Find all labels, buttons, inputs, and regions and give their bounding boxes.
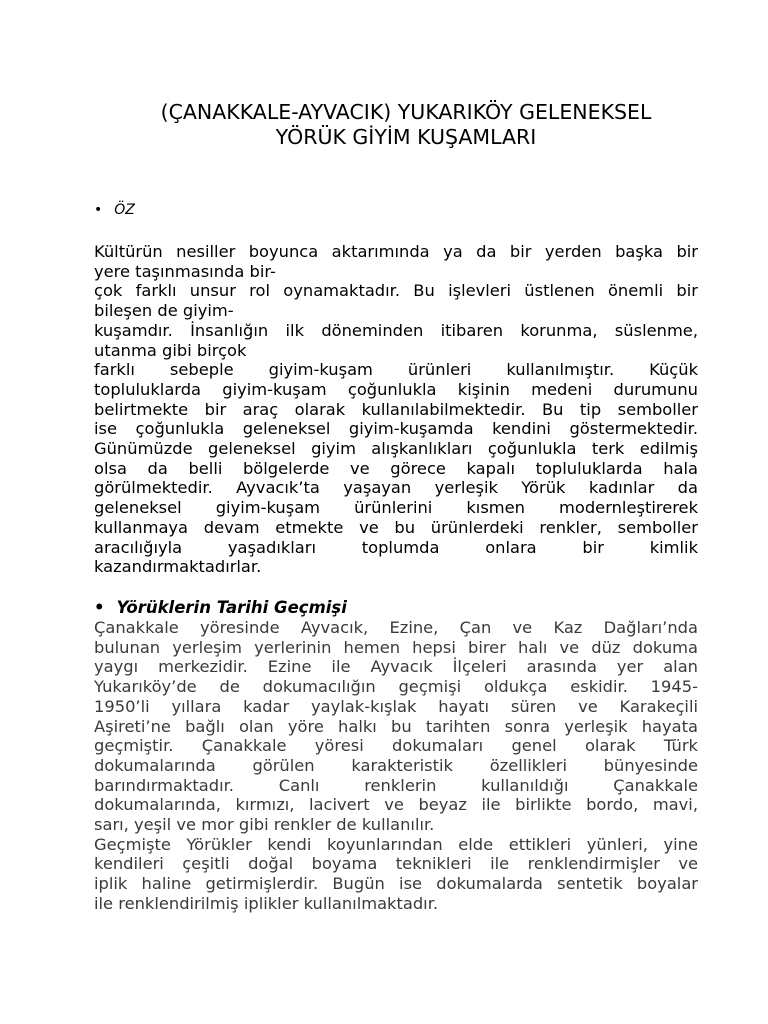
title-line-2: YÖRÜK GİYİM KUŞAMLARI [275, 125, 537, 149]
text-line: barındırmaktadır. Canlı renklerin kullanıldığı Çanakkale [94, 775, 698, 795]
text-line: ile renklendirilmiş iplikler kullanılmaktadır. [94, 893, 439, 913]
text-line: sarı, yeşil ve mor gibi renkler de kullanılır. [94, 815, 435, 835]
text-line: geçmiştir. Çanakkale yöresi dokumaları genel olarak Türk [94, 736, 698, 756]
text-line: yaygı merkezidir. Ezine ile Ayvacık İlçeleri arasında yer alan [94, 657, 698, 677]
text-line: çok farklı unsur rol oynamaktadır. Bu işlevleri üstlenen önemli bir [94, 281, 698, 301]
bullet-icon: • [94, 202, 103, 218]
text-line: farklı sebeple giyim-kuşam ürünleri kullanılmıştır. Küçük [94, 360, 698, 380]
text-line: dokumalarında, kırmızı, lacivert ve beyaz ile birlikte bordo, mavi, [94, 795, 698, 815]
text-line: belirtmekte bir araç olarak kullanılabilmektedir. Bu tip semboller [94, 399, 698, 419]
text-line: Geçmişte Yörükler kendi koyunlarından elde ettikleri yünleri, yine [94, 834, 698, 854]
abstract-label: ÖZ [114, 202, 135, 218]
text-line: görülmektedir. Ayvacık’ta yaşayan yerleşik Yörük kadınlar da [94, 478, 698, 498]
text-line: olsa da belli bölgelerde ve görece kapalı topluluklarda hala [94, 458, 698, 478]
text-line: ise çoğunlukla geleneksel giyim-kuşamda kendini göstermektedir. [94, 419, 698, 439]
abstract-heading [94, 202, 135, 218]
text-line: Çanakkale yöresinde Ayvacık, Ezine, Çan ve Kaz Dağları’nda [94, 618, 698, 637]
text-line: yere taşınmasında bir- [94, 261, 276, 281]
section-heading-text: Yörüklerin Tarihi Geçmişi [116, 598, 347, 617]
text-line: aracılığıyla yaşadıkları toplumda onlara bir kimlik [94, 537, 698, 557]
text-line: Aşireti’ne bağlı olan yöre halkı bu tarihten sonra yerleşik hayata [94, 716, 698, 736]
text-line: Yukarıköy’de de dokumacılığın geçmişi oldukça eskidir. 1945- [94, 677, 698, 697]
text-line: topluluklarda giyim-kuşam çoğunlukla kişinin medeni durumunu [94, 379, 698, 399]
text-line: 1950’li yıllara kadar yaylak-kışlak hayatı süren ve Karakeçili [94, 696, 698, 716]
text-line: Kültürün nesiller boyunca aktarımında ya da bir yerden başka bir [94, 242, 698, 261]
text-line: dokumalarında görülen karakteristik özellikleri bünyesinde [94, 755, 698, 775]
text-line: bulunan yerleşim yerlerinin hemen hepsi birer halı ve düz dokuma [94, 637, 698, 657]
text-line: iplik haline getirmişlerdir. Bugün ise dokumalarda sentetik boyalar [94, 874, 698, 894]
text-line: kullanmaya devam etmekte ve bu ürünlerdeki renkler, semboller [94, 517, 698, 537]
abstract-paragraph [94, 242, 698, 577]
text-line: utanma gibi birçok [94, 340, 247, 360]
text-line: geleneksel giyim-kuşam ürünlerini kısmen modernleştirerek [94, 498, 698, 518]
text-line: kuşamdır. İnsanlığın ilk döneminden itibaren korunma, süslenme, [94, 320, 698, 340]
section-heading [94, 598, 347, 617]
text-line: Günümüzde geleneksel giyim alışkanlıkları çoğunlukla terk edilmiş [94, 439, 698, 459]
text-line: kazandırmaktadırlar. [94, 557, 262, 577]
bullet-icon: • [94, 598, 105, 617]
text-line: bileşen de giyim- [94, 301, 234, 321]
history-paragraph [94, 618, 698, 914]
title-line-1: (ÇANAKKALE-AYVACIK) YUKARIKÖY GELENEKSEL [160, 100, 652, 124]
document-title [60, 100, 720, 150]
text-line: kendileri çeşitli doğal boyama teknikleri ile renklendirmişler ve [94, 854, 698, 874]
